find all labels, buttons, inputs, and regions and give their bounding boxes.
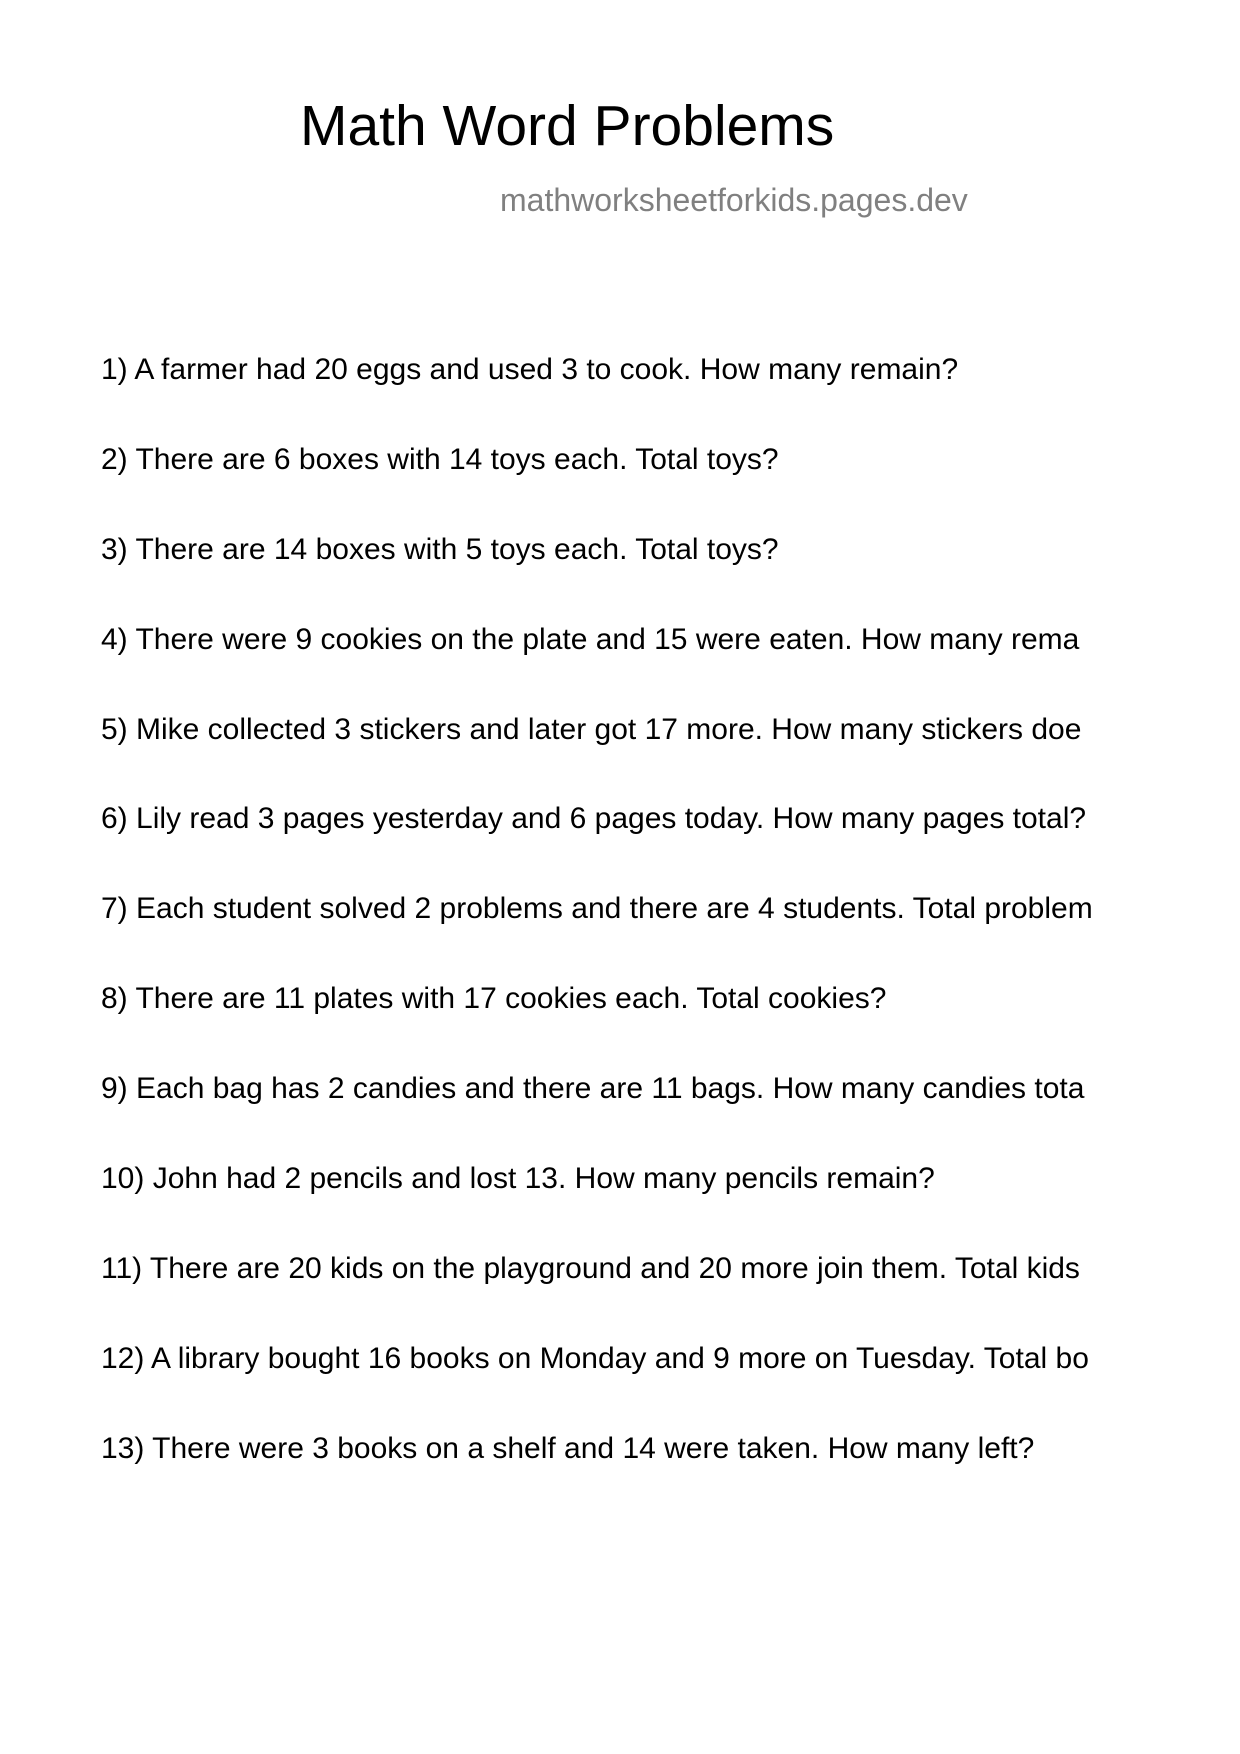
problem-item: 10) John had 2 pencils and lost 13. How many pencils remain? xyxy=(101,1162,935,1196)
problem-item: 12) A library bought 16 books on Monday and 9 more on Tuesday. Total bo xyxy=(101,1341,1089,1375)
problem-item: 7) Each student solved 2 problems and there are 4 students. Total problem xyxy=(101,892,1093,926)
page-title: Math Word Problems xyxy=(300,94,835,158)
problem-item: 9) Each bag has 2 candies and there are 11 bags. How many candies tota xyxy=(101,1072,1085,1106)
problem-item: 5) Mike collected 3 stickers and later got 17 more. How many stickers doe xyxy=(101,712,1082,746)
problem-item: 3) There are 14 boxes with 5 toys each. Total toys? xyxy=(101,532,779,566)
problem-item: 1) A farmer had 20 eggs and used 3 to cook. How many remain? xyxy=(101,353,959,386)
problem-item: 6) Lily read 3 pages yesterday and 6 pages today. How many pages total? xyxy=(101,802,1087,836)
problem-item: 13) There were 3 books on a shelf and 14 were taken. How many left? xyxy=(101,1431,1035,1465)
problem-item: 4) There were 9 cookies on the plate and 15 were eaten. How many rema xyxy=(101,622,1080,656)
problem-list xyxy=(101,352,1240,1521)
problem-item: 8) There are 11 plates with 17 cookies each. Total cookies? xyxy=(101,982,887,1016)
problem-item: 11) There are 20 kids on the playground and 20 more join them. Total kids xyxy=(101,1251,1080,1285)
problem-item: 2) There are 6 boxes with 14 toys each. Total toys? xyxy=(101,442,779,476)
site-url: mathworksheetforkids.pages.dev xyxy=(500,182,968,218)
